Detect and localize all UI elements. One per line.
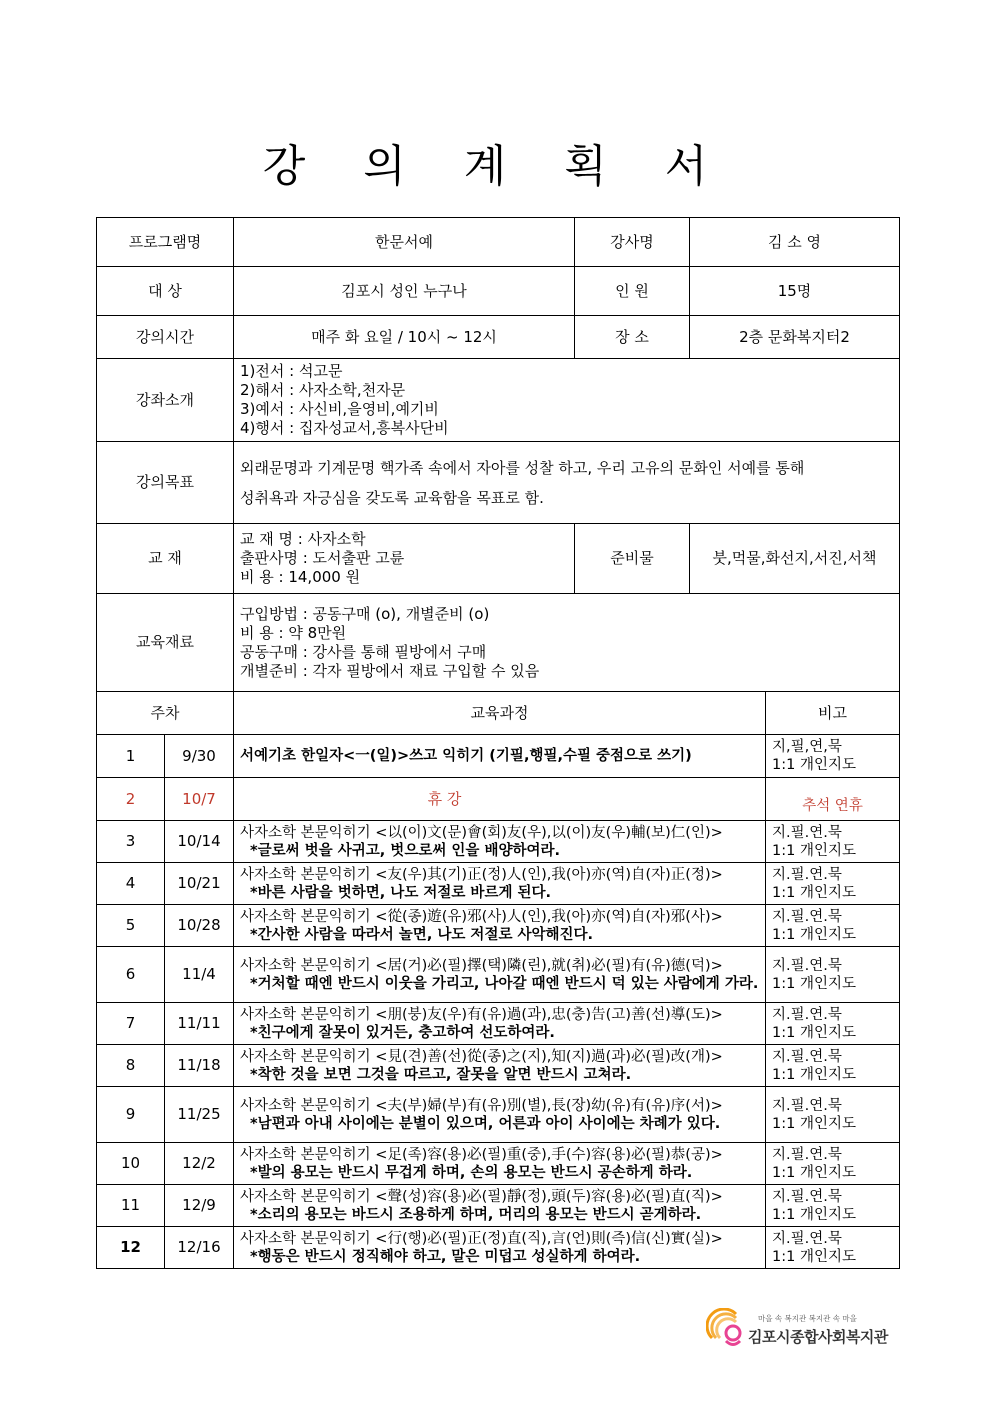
schedule-row <box>97 863 900 905</box>
course-content <box>234 905 766 947</box>
week-date: 11/11 <box>165 1003 234 1045</box>
org-slogan: 마을 속 복지관 복지관 속 마을 <box>758 1314 857 1323</box>
course-header: 교육과정 <box>234 692 766 735</box>
week-number: 4 <box>97 863 165 905</box>
course-content <box>234 735 766 778</box>
materials-label: 교육재료 <box>97 594 234 692</box>
week-number: 7 <box>97 1003 165 1045</box>
intro-line: 4)행서 : 집자성교서,흥복사단비 <box>240 419 449 437</box>
course-content <box>234 1045 766 1087</box>
note-line: 1:1 개인지도 <box>772 975 856 992</box>
materials-line: 구입방법 : 공동구매 (o), 개별준비 (o) <box>240 604 490 623</box>
week-number: 5 <box>97 905 165 947</box>
textbook-line: 교 재 명 : 사자소학 <box>240 530 366 548</box>
note-content <box>766 1143 900 1185</box>
target-label: 대 상 <box>97 267 234 316</box>
week-date: 10/21 <box>165 863 234 905</box>
intro-line: 1)전서 : 석고문 <box>240 362 343 380</box>
note-content <box>766 947 900 1003</box>
time-label: 강의시간 <box>97 316 234 359</box>
note-content <box>766 778 900 821</box>
org-logo <box>706 1306 906 1356</box>
note-line: 지.필.연.묵 <box>772 1006 842 1023</box>
intro-line: 3)예서 : 사신비,을영비,예기비 <box>240 400 439 418</box>
note-line: 지.필.연.묵 <box>772 1230 842 1247</box>
note-line: 지.필.연.묵 <box>772 866 842 883</box>
note-line: 지.필.연.묵 <box>772 1188 842 1205</box>
course-content <box>234 1185 766 1227</box>
note-content <box>766 821 900 863</box>
note-line: 1:1 개인지도 <box>772 926 856 943</box>
week-number: 11 <box>97 1185 165 1227</box>
course-main: 휴 강 <box>427 789 462 808</box>
goal-line: 외래문명과 기계문명 핵가족 속에서 자아를 성찰 하고, 우리 고유의 문화인 서예를 통해 <box>240 458 805 477</box>
place-label: 장 소 <box>575 316 690 359</box>
course-translation: *글로써 벗을 사귀고, 벗으로써 인을 배양하여라. <box>250 842 560 859</box>
note-content <box>766 1087 900 1143</box>
week-number: 6 <box>97 947 165 1003</box>
course-translation: *발의 용모는 반드시 무겁게 하며, 손의 용모는 반드시 공손하게 하라. <box>250 1164 693 1181</box>
note-line: 지.필.연.묵 <box>772 1146 842 1163</box>
course-translation: *소리의 용모는 바드시 조용하게 하며, 머리의 용모는 반드시 곧게하라. <box>250 1206 702 1223</box>
week-number: 8 <box>97 1045 165 1087</box>
course-content <box>234 1087 766 1143</box>
textbook-label: 교 재 <box>97 524 234 594</box>
schedule-row <box>97 1045 900 1087</box>
note-header: 비고 <box>766 692 900 735</box>
course-main: 사자소학 본문익히기 <聲(성)容(용)必(필)靜(정),頭(두)容(용)必(필)直(직)> <box>240 1188 723 1205</box>
intro-content <box>234 359 900 442</box>
note-content <box>766 1045 900 1087</box>
intro-line: 2)해서 : 사자소학,천자문 <box>240 381 406 399</box>
note-line: 1:1 개인지도 <box>772 842 856 859</box>
schedule-row <box>97 1185 900 1227</box>
course-content <box>234 863 766 905</box>
course-main: 사자소학 본문익히기 <夫(부)婦(부)有(유)別(별),長(장)幼(유)有(유)序(서)> <box>240 1097 723 1114</box>
supplies-label: 준비물 <box>575 524 690 594</box>
goal-line: 성취욕과 자긍심을 갖도록 교육함을 목표로 함. <box>240 488 544 507</box>
materials-line: 공동구매 : 강사를 통해 필방에서 구매 <box>240 642 487 661</box>
textbook-line: 출판사명 : 도서출판 고륜 <box>240 549 405 567</box>
course-content <box>234 1003 766 1045</box>
program-label: 프로그램명 <box>97 218 234 267</box>
note-line: 1:1 개인지도 <box>772 1206 856 1223</box>
course-main: 사자소학 본문익히기 <見(견)善(선)從(종)之(지),知(지)過(과)必(필)改(개)> <box>240 1048 723 1065</box>
course-main: 사자소학 본문익히기 <從(종)遊(유)邪(사)人(인),我(아)亦(역)自(자)邪(사)> <box>240 908 723 925</box>
page-title: 강 의 계 획 서 <box>262 141 730 192</box>
course-translation: *거처할 때엔 반드시 이웃을 가리고, 나아갈 때엔 반드시 덕 있는 사람에게 가라. <box>250 975 759 992</box>
week-number: 9 <box>97 1087 165 1143</box>
schedule-row <box>97 1087 900 1143</box>
time-value: 매주 화 요일 / 10시 ~ 12시 <box>234 316 575 359</box>
schedule-row <box>97 1003 900 1045</box>
materials-line: 개별준비 : 각자 필방에서 재료 구입할 수 있음 <box>240 661 540 680</box>
materials-line: 비 용 : 약 8만원 <box>240 623 347 642</box>
course-translation: *남편과 아내 사이에는 분별이 있으며, 어른과 아이 사이에는 차례가 있다. <box>250 1115 721 1132</box>
schedule-row <box>97 905 900 947</box>
course-translation: *간사한 사람을 따라서 놀면, 나도 저절로 사악해진다. <box>250 926 594 943</box>
course-main: 사자소학 본문익히기 <居(거)必(필)擇(택)隣(린),就(취)必(필)有(유)德(덕)> <box>240 957 723 974</box>
note-line: 1:1 개인지도 <box>772 1164 856 1181</box>
goal-content <box>234 442 900 524</box>
note-line: 1:1 개인지도 <box>772 1024 856 1041</box>
course-translation: *행동은 반드시 정직해야 하고, 말은 미덥고 성실하게 하여라. <box>250 1248 641 1265</box>
schedule-row <box>97 947 900 1003</box>
textbook-content <box>234 524 575 594</box>
note-content <box>766 905 900 947</box>
schedule-row <box>97 1143 900 1185</box>
week-date: 12/9 <box>165 1185 234 1227</box>
course-main: 사자소학 본문익히기 <友(우)其(기)正(정)人(인),我(아)亦(역)自(자)正(정)> <box>240 866 723 883</box>
org-name: 김포시종합사회복지관 <box>748 1328 888 1346</box>
course-translation: *바른 사람을 벗하면, 나도 저절로 바르게 된다. <box>250 884 552 901</box>
instructor-value: 김 소 영 <box>690 218 900 267</box>
capacity-value: 15명 <box>690 267 900 316</box>
note-content <box>766 735 900 778</box>
place-value: 2층 문화복지터2 <box>690 316 900 359</box>
course-main: 사자소학 본문익히기 <足(족)容(용)必(필)重(중),手(수)容(용)必(필)恭(공)> <box>240 1146 723 1163</box>
course-main: 서예기초 한일자<一(일)>쓰고 익히기 (기필,행필,수필 중점으로 쓰기) <box>240 748 692 764</box>
target-value: 김포시 성인 누구나 <box>234 267 575 316</box>
week-number: 10 <box>97 1143 165 1185</box>
week-date: 12/16 <box>165 1227 234 1269</box>
schedule-table <box>96 691 900 1269</box>
note-line: 지.필.연.묵 <box>772 908 842 925</box>
note-line: 1:1 개인지도 <box>772 1115 856 1132</box>
course-translation: *친구에게 잘못이 있거든, 충고하여 선도하여라. <box>250 1024 555 1041</box>
note-line: 지.필.연.묵 <box>772 1097 842 1114</box>
goal-label: 강의목표 <box>97 442 234 524</box>
week-date: 10/28 <box>165 905 234 947</box>
textbook-line: 비 용 : 14,000 원 <box>240 568 361 586</box>
week-date: 11/4 <box>165 947 234 1003</box>
week-date: 11/25 <box>165 1087 234 1143</box>
course-main: 사자소학 본문익히기 <行(행)必(필)正(정)直(직),言(언)則(즉)信(신)實(실)> <box>240 1230 723 1247</box>
org-logo-icon <box>706 1308 746 1348</box>
week-number: 1 <box>97 735 165 778</box>
course-main: 사자소학 본문익히기 <以(이)文(문)會(회)友(우),以(이)友(우)輔(보)仁(인)> <box>240 824 723 841</box>
supplies-value: 붓,먹물,화선지,서진,서책 <box>690 524 900 594</box>
week-number: 12 <box>97 1227 165 1269</box>
course-content <box>234 1227 766 1269</box>
note-content <box>766 1227 900 1269</box>
week-number: 2 <box>97 778 165 821</box>
note-line: 1:1 개인지도 <box>772 1066 856 1083</box>
materials-content <box>234 594 900 692</box>
note-line: 지.필.연.묵 <box>772 1048 842 1065</box>
course-main: 사자소학 본문익히기 <朋(붕)友(우)有(유)過(과),忠(충)告(고)善(선)導(도)> <box>240 1006 723 1023</box>
note-line: 지,필,연,묵 <box>772 739 842 755</box>
schedule-row <box>97 735 900 778</box>
note-content <box>766 1185 900 1227</box>
note-content <box>766 1003 900 1045</box>
info-table <box>96 217 900 692</box>
schedule-row <box>97 821 900 863</box>
week-date: 12/2 <box>165 1143 234 1185</box>
course-translation: *착한 것을 보면 그것을 따르고, 잘못을 알면 반드시 고쳐라. <box>250 1066 632 1083</box>
note-line: 지.필.연.묵 <box>772 957 842 974</box>
week-date: 10/7 <box>165 778 234 821</box>
capacity-label: 인 원 <box>575 267 690 316</box>
week-date: 10/14 <box>165 821 234 863</box>
note-line: 1:1 개인지도 <box>772 884 856 901</box>
course-content <box>234 947 766 1003</box>
note-line: 1:1 개인지도 <box>772 757 856 773</box>
note-content <box>766 863 900 905</box>
week-date: 9/30 <box>165 735 234 778</box>
course-content <box>234 778 766 821</box>
intro-label: 강좌소개 <box>97 359 234 442</box>
note-line: 1:1 개인지도 <box>772 1248 856 1265</box>
note-line: 지.필.연.묵 <box>772 824 842 841</box>
schedule-body <box>97 735 900 1269</box>
week-header: 주차 <box>97 692 234 735</box>
instructor-label: 강사명 <box>575 218 690 267</box>
note-line: 추석 연휴 <box>802 798 863 814</box>
schedule-row <box>97 1227 900 1269</box>
week-date: 11/18 <box>165 1045 234 1087</box>
course-content <box>234 821 766 863</box>
course-content <box>234 1143 766 1185</box>
week-number: 3 <box>97 821 165 863</box>
program-value: 한문서예 <box>234 218 575 267</box>
schedule-row <box>97 778 900 821</box>
